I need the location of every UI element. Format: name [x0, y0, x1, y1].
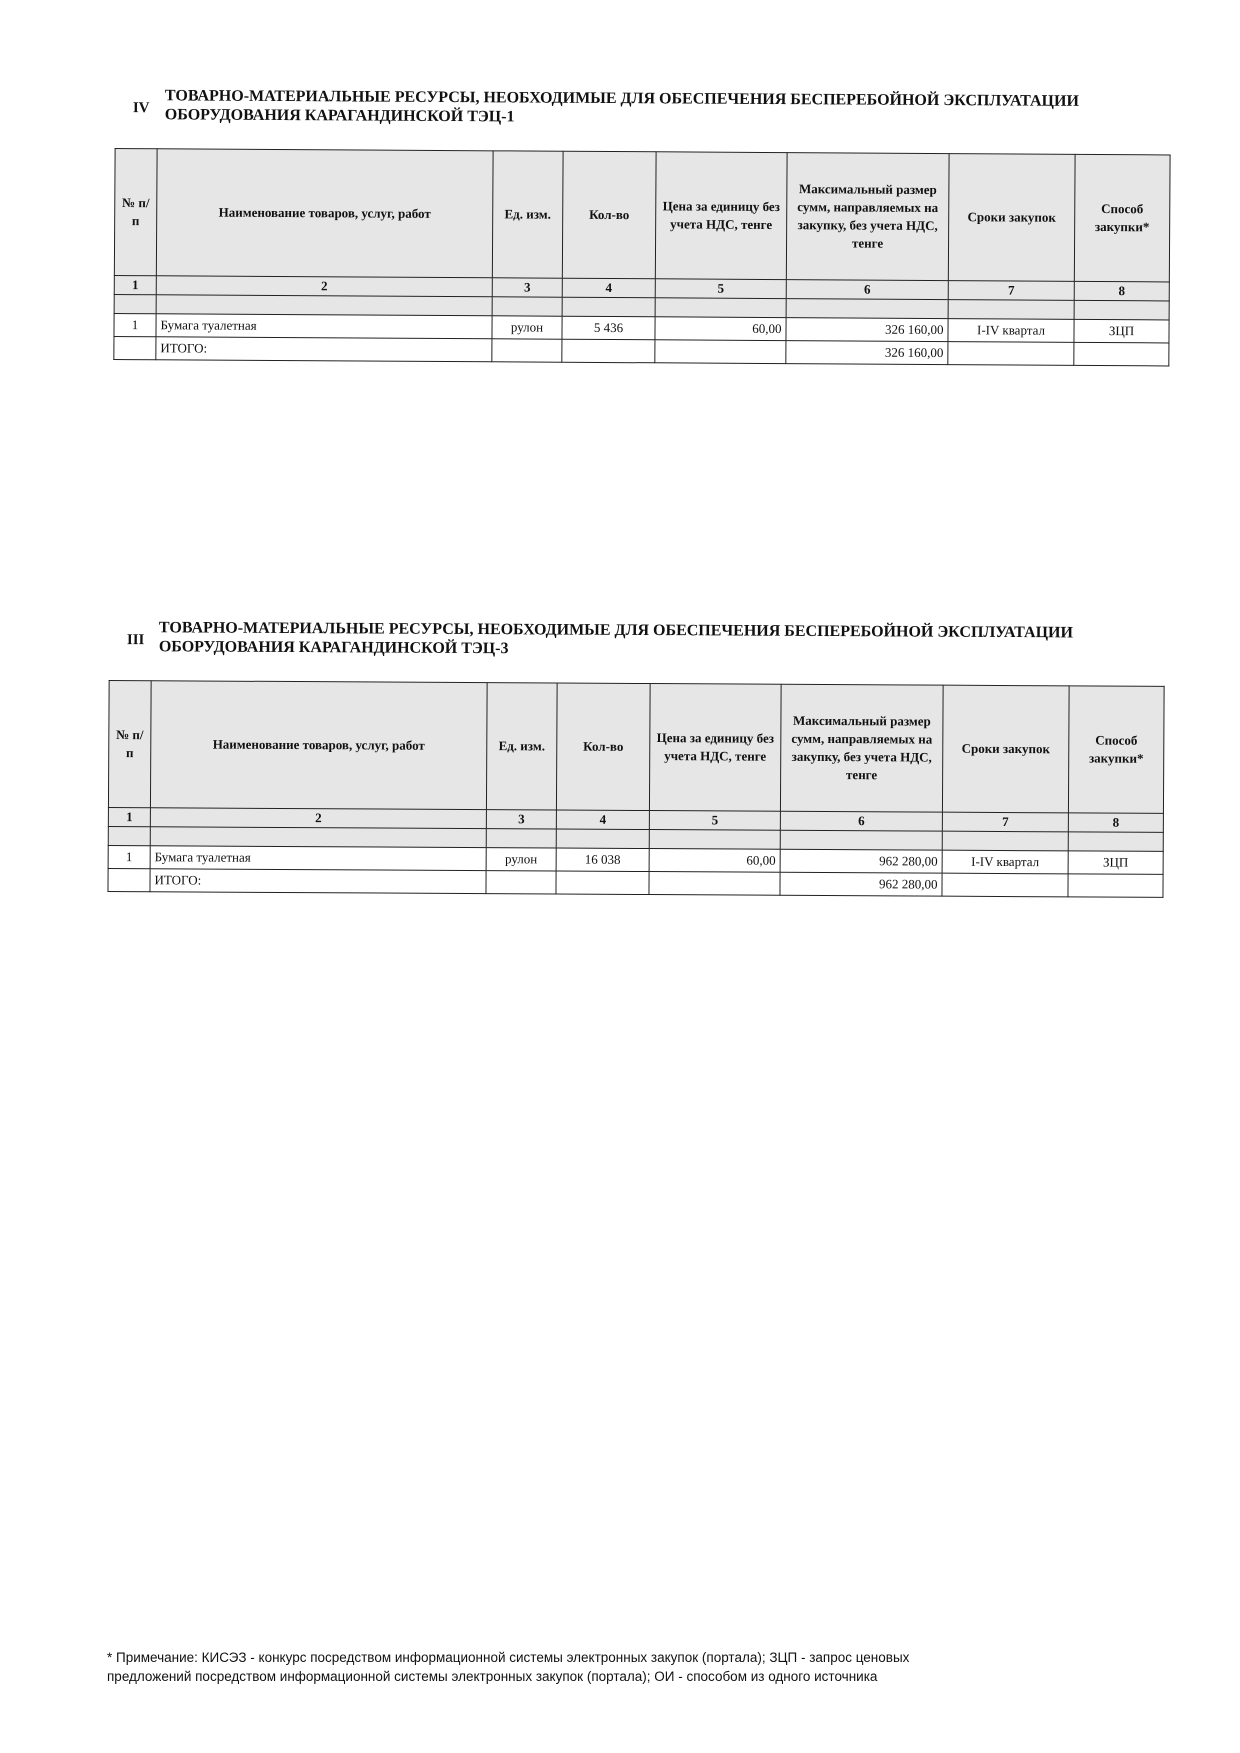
- col-number: 2: [150, 808, 486, 829]
- section-title: [159, 618, 1073, 661]
- section-title-line2: ОБОРУДОВАНИЯ КАРАГАНДИНСКОЙ ТЭЦ-1: [164, 106, 515, 126]
- col-number: 3: [492, 278, 562, 297]
- col-number: 4: [556, 810, 649, 830]
- footnote-line1: * Примечание: КИСЭЗ - конкурс посредством информационной системы электронных закупок (портала); ЗЦП - запрос ценовых: [107, 1650, 910, 1665]
- section-number: IV: [132, 100, 150, 117]
- header-unit: Ед. изм.: [492, 151, 563, 278]
- header-sum: Максимальный размер сумм, направляемых на закупку, без учета НДС, тенге: [786, 153, 949, 281]
- section-heading: [109, 618, 1164, 686]
- header-period: Сроки закупок: [948, 154, 1075, 282]
- header-sum: Максимальный размер сумм, направляемых на закупку, без учета НДС, тенге: [780, 684, 943, 812]
- col-number: 8: [1074, 281, 1169, 301]
- section-number: III: [126, 632, 145, 649]
- section-title-line1: ТОВАРНО-МАТЕРИАЛЬНЫЕ РЕСУРСЫ, НЕОБХОДИМЫЕ ДЛЯ ОБЕСПЕЧЕНИЯ БЕСПЕРЕБОЙНОЙ ЭКСПЛУАТАЦИИ: [158, 619, 1073, 642]
- total-sum: 962 280,00: [780, 872, 942, 896]
- row-qty: 5 436: [562, 316, 655, 340]
- col-number: 8: [1068, 813, 1163, 833]
- procurement-table: [113, 148, 1170, 366]
- header-num: № п/п: [108, 681, 151, 808]
- row-method: ЗЦП: [1068, 851, 1163, 875]
- header-price: Цена за единицу без учета НДС, тенге: [655, 152, 787, 280]
- row-method: ЗЦП: [1074, 319, 1169, 343]
- header-num: № п/п: [114, 149, 157, 276]
- header-name: Наименование товаров, услуг, работ: [156, 149, 493, 278]
- col-number: 4: [562, 278, 655, 298]
- col-number: 3: [486, 810, 556, 829]
- col-number: 6: [780, 811, 942, 831]
- row-unit: рулон: [492, 316, 562, 339]
- col-number: 1: [114, 275, 156, 294]
- header-unit: Ед. изм.: [486, 683, 557, 810]
- header-period: Сроки закупок: [942, 685, 1069, 813]
- row-name: Бумага туалетная: [156, 314, 492, 339]
- col-number: 6: [786, 280, 948, 300]
- header-method: Способ закупки*: [1068, 686, 1164, 814]
- row-num: 1: [114, 313, 156, 336]
- row-sum: 326 160,00: [786, 318, 948, 342]
- footnote-line2: предложений посредством информационной системы электронных закупок (портала); ОИ - способом из одного источника: [107, 1669, 878, 1684]
- section-title-line1: ТОВАРНО-МАТЕРИАЛЬНЫЕ РЕСУРСЫ, НЕОБХОДИМЫЕ ДЛЯ ОБЕСПЕЧЕНИЯ БЕСПЕРЕБОЙНОЙ ЭКСПЛУАТАЦИИ: [164, 87, 1079, 110]
- row-name: Бумага туалетная: [150, 846, 486, 871]
- total-sum: 326 160,00: [786, 341, 948, 365]
- row-sum: 962 280,00: [780, 849, 942, 873]
- col-number: 2: [156, 276, 492, 297]
- section-title-line2: ОБОРУДОВАНИЯ КАРАГАНДИНСКОЙ ТЭЦ-3: [158, 638, 509, 658]
- row-num: 1: [108, 845, 150, 868]
- total-label: ИТОГО:: [156, 337, 492, 362]
- col-number: 5: [655, 279, 786, 299]
- col-number: 5: [649, 811, 780, 831]
- header-row: [114, 149, 1170, 282]
- row-qty: 16 038: [556, 848, 649, 872]
- header-price: Цена за единицу без учета НДС, тенге: [649, 684, 781, 812]
- row-price: 60,00: [655, 317, 786, 341]
- section-title: [165, 86, 1079, 130]
- col-number: 7: [942, 812, 1068, 832]
- row-period: I-IV квартал: [948, 319, 1074, 343]
- footnote: [107, 1648, 1107, 1686]
- row-period: I-IV квартал: [942, 850, 1068, 874]
- col-number: 1: [108, 807, 150, 826]
- row-unit: рулон: [486, 848, 556, 871]
- header-qty: Кол-во: [562, 151, 656, 279]
- section-tec1: [113, 86, 1170, 366]
- header-qty: Кол-во: [556, 683, 650, 811]
- header-method: Способ закупки*: [1074, 154, 1170, 282]
- section-heading: [115, 86, 1170, 154]
- col-number: 7: [948, 281, 1074, 301]
- procurement-table: [107, 680, 1164, 898]
- header-name: Наименование товаров, услуг, работ: [150, 681, 487, 810]
- section-tec3: [107, 618, 1164, 898]
- header-row: [108, 681, 1164, 814]
- total-label: ИТОГО:: [150, 869, 486, 894]
- total-row: [108, 868, 1163, 897]
- row-price: 60,00: [649, 849, 780, 873]
